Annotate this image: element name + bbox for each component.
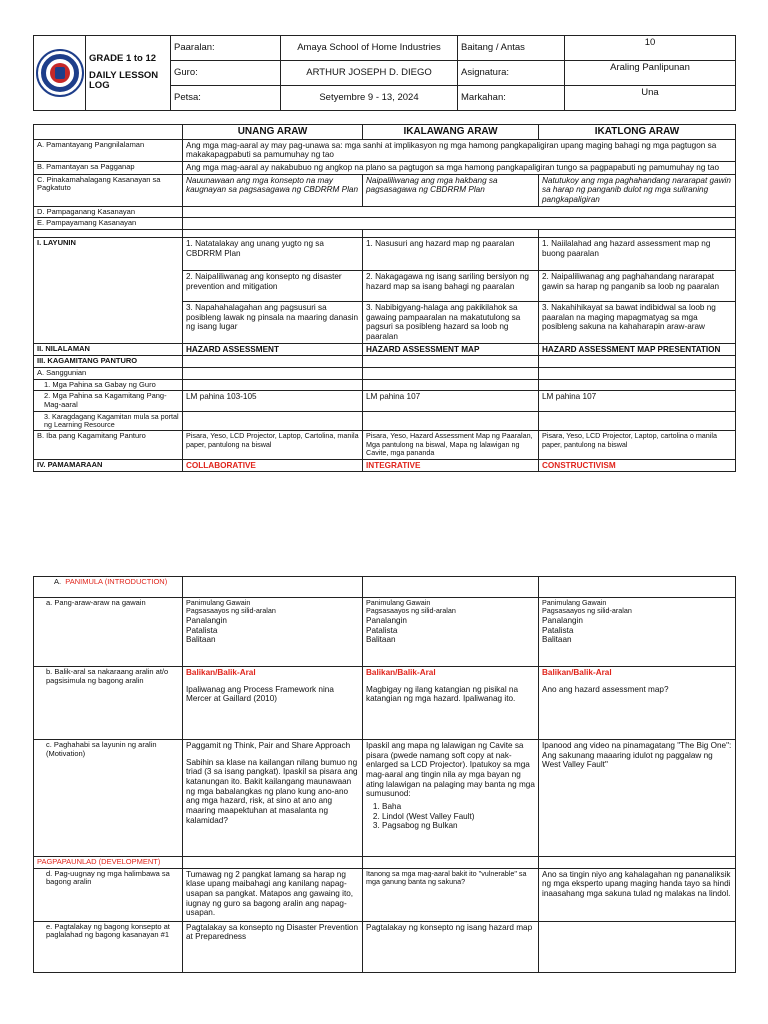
motivation-day-2: Ipaskil ang mapa ng lalawigan ng Cavite sa pisara (pwede namang soft copy at nak-enlarged sa LCD Projector). Ipatukoy sa mga mag-aaral ang tingin nila ay mga bayan ng ating lalawigan na palaging may banta ng mga sumusunod: 1. Baha 2. Lindol (West Valley Fault) 3. Pagsabog ng Bulkan: [363, 740, 539, 857]
teacher-value: ARTHUR JOSEPH D. DIEGO: [281, 61, 458, 86]
lr-portal-label: 3. Karagdagang Kagamitan mula sa portal ng Learning Resource: [34, 411, 183, 431]
objective-2-day-2: 2. Nakagagawa ng isang sariling bersiyon ng hazard map sa isang bahagi ng paaralan: [363, 271, 539, 302]
enrichment-skill-label: E. Pampayamang Kasanayan: [34, 218, 183, 230]
review-label: b. Balik-aral sa nakaraang aralin at/o pagsisimula ng bagong aralin: [34, 667, 183, 740]
day-2-header: IKALAWANG ARAW: [363, 125, 539, 140]
content-standard-label: A. Pamantayang Pangnilalaman: [34, 139, 183, 161]
learner-material-label: 2. Mga Pahina sa Kagamitang Pang- Mag-aaral: [34, 391, 183, 411]
learner-material-day-3: LM pahina 107: [539, 391, 736, 411]
motivation-day-1: Paggamit ng Think, Pair and Share Approach Sabihin sa klase na kailangan nilang bumuo ng triad (3 sa isang pangkat). Ipaskil sa pisara ang katanungan ito. Bakit kailangang maunawaan ng mga babalangkas ng plano kung ano-ano ang mga hazard, risk, at sino at ano ang maaring maapektuhan at masalanta ng kalamidad?: [183, 740, 363, 857]
day-1-header: UNANG ARAW: [183, 125, 363, 140]
new-concept-day-1: Pagtalakay sa konsepto ng Disaster Prevention at Preparedness: [183, 921, 363, 972]
logo-cell: [34, 36, 86, 111]
other-materials-day-1: Pisara, Yeso, LCD Projector, Laptop, Cartolina, manila paper, pantulong na biswal: [183, 431, 363, 459]
procedure-day-3: CONSTRUCTIVISM: [539, 459, 736, 472]
competency-day-1: Nauunawaan ang mga konsepto na may kaugnayan sa pagsasagawa ng CBDRRM Plan: [183, 174, 363, 206]
materials-label: III. KAGAMITANG PANTURO: [34, 356, 183, 368]
school-label: Paaralan:: [171, 36, 281, 61]
enabling-skill-label: D. Pampaganang Kasanayan: [34, 206, 183, 218]
content-label: II. NILALAMAN: [34, 343, 183, 356]
objective-3-day-2: 3. Nabibigyang-halaga ang pakikilahok sa gawaing pampaaralan na makatutulong sa pagsuri sa posibleng hazard sa loob ng paaralan: [363, 302, 539, 344]
quarter-value: Una: [565, 86, 736, 111]
content-day-3: HAZARD ASSESSMENT MAP PRESENTATION: [539, 343, 736, 356]
references-label: A. Sanggunian: [34, 368, 183, 380]
content-day-2: HAZARD ASSESSMENT MAP: [363, 343, 539, 356]
daily-routine-label: a. Pang-araw-araw na gawain: [34, 598, 183, 667]
content-standard-text: Ang mga mag-aaral ay may pag-unawa sa: mga sanhi at implikasyon ng mga hamong pangkapaligiran upang maging bahagi ng mga pagtugon sa makakapagpabuti sa pamumuhay ng tao: [183, 139, 736, 161]
other-materials-day-2: Pisara, Yeso, Hazard Assessment Map ng Paaralan, Mga pantulong na biswal, Mapa ng lalawigan ng Cavite, mga pananda: [363, 431, 539, 459]
deped-seal-icon: [36, 49, 84, 97]
grade-value: 10: [565, 36, 736, 61]
day-3-header: IKATLONG ARAW: [539, 125, 736, 140]
review-day-2: Balikan/Balik-Aral Magbigay ng ilang katangian ng pisikal na katangian ng mga hazard. Ipaliwanag ito.: [363, 667, 539, 740]
content-day-1: HAZARD ASSESSMENT: [183, 343, 363, 356]
relating-examples-label: d. Pag-uugnay ng mga halimbawa sa bagong aralin: [34, 868, 183, 921]
objective-1-day-3: 1. Naiilalahad ang hazard assessment map ng buong paaralan: [539, 238, 736, 271]
grade-label: Baitang / Antas: [458, 36, 565, 61]
procedure-day-2: INTEGRATIVE: [363, 459, 539, 472]
review-day-1: Balikan/Balik-Aral Ipaliwanag ang Process Framework nina Mercer at Gaillard (2010): [183, 667, 363, 740]
hazard-list: 1. Baha 2. Lindol (West Valley Fault) 3. Pagsabog ng Bulkan: [382, 802, 535, 831]
other-materials-label: B. Iba pang Kagamitang Panturo: [34, 431, 183, 459]
daily-routine-day-2: Panimulang Gawain Pagsasaayos ng silid-aralan Panalangin Patalista Balitaan: [363, 598, 539, 667]
objective-1-day-2: 1. Nasusuri ang hazard map ng paaralan: [363, 238, 539, 271]
performance-standard-label: B. Pamantayan sa Pagganap: [34, 162, 183, 175]
performance-standard-text: Ang mga mag-aaral ay nakabubuo ng angkop na plano sa pagtugon sa mga hamong pangkapaligiran tungo sa pagpapabuti ng pamumuhay ng tao: [183, 162, 736, 175]
teacher-label: Guro:: [171, 61, 281, 86]
competency-day-3: Natutukoy ang mga paghahandang nararapat gawin sa harap ng panganib dulot ng mga suliraning pangkapaligiran: [539, 174, 736, 206]
day-header-row: [34, 125, 736, 140]
daily-routine-day-3: Panimulang Gawain Pagsasaayos ng silid-aralan Panalangin Patalista Balitaan: [539, 598, 736, 667]
teacher-guide-label: 1. Mga Pahina sa Gabay ng Guro: [34, 379, 183, 391]
lesson-table-1: [33, 124, 736, 472]
review-day-3: Balikan/Balik-Aral Ano ang hazard assessment map?: [539, 667, 736, 740]
school-value: Amaya School of Home Industries: [281, 36, 458, 61]
new-concept-day-2: Pagtalakay ng konsepto ng isang hazard map: [363, 921, 539, 972]
learner-material-day-2: LM pahina 107: [363, 391, 539, 411]
development-label: PAGPAPAUNLAD (DEVELOPMENT): [34, 857, 183, 869]
other-materials-day-3: Pisara, Yeso, LCD Projector, Laptop, cartolina o manila paper, pantulong na biswal: [539, 431, 736, 459]
procedure-label: IV. PAMAMARAAN: [34, 459, 183, 472]
introduction-label: A. PANIMULA (INTRODUCTION): [34, 577, 183, 598]
subject-label: Asignatura:: [458, 61, 565, 86]
learner-material-day-1: LM pahina 103-105: [183, 391, 363, 411]
objective-3-day-3: 3. Nakahihikayat sa bawat indibidwal sa loob ng paaralan na maging mapagmatyag sa mga posibleng sakuna na kahaharapin araw-araw: [539, 302, 736, 344]
subject-value: Araling Panlipunan: [565, 61, 736, 86]
relating-examples-day-2: Itanong sa mga mag-aaral bakit ito "vulnerable" sa mga ganung banta ng sakuna?: [363, 868, 539, 921]
relating-examples-day-1: Tumawag ng 2 pangkat lamang sa harap ng klase upang maibahagi ang kanilang napag-usapan sa pangkat. Matapos ang gawaing ito, iugnay ng guro sa bagong aralin ang napag-usapan.: [183, 868, 363, 921]
date-label: Petsa:: [171, 86, 281, 111]
objective-2-day-1: 2. Naipaliliwanag ang konsepto ng disaster prevention and mitigation: [183, 271, 363, 302]
lesson-table-2: [33, 576, 736, 973]
motivation-day-3: Ipanood ang video na pinamagatang "The Big One": Ang sakunang maaaring idulot ng paggalaw ng West Valley Fault": [539, 740, 736, 857]
procedure-day-1: COLLABORATIVE: [183, 459, 363, 472]
competency-day-2: Naipaliliwanag ang mga hakbang sa pagsasagawa ng CBDRRM Plan: [363, 174, 539, 206]
relating-examples-day-3: Ano sa tingin niyo ang kahalagahan ng pananaliksik ng mga eksperto upang maging handa tayo sa hindi inaasahang mga sakuna tulad ng malakas na lindol.: [539, 868, 736, 921]
motivation-label: c. Paghahabi sa layunin ng aralin (Motivation): [34, 740, 183, 857]
competency-label: C. Pinakamahalagang Kasanayan sa Pagkatuto: [34, 174, 183, 206]
quarter-label: Markahan:: [458, 86, 565, 111]
objective-2-day-3: 2. Naipaliliwanag ang paghahandang nararapat gawin sa harap ng panganib sa loob ng paaralan: [539, 271, 736, 302]
header-table: [33, 35, 736, 111]
objective-1-day-1: 1. Natatalakay ang unang yugto ng sa CBDRRM Plan: [183, 238, 363, 271]
date-value: Setyembre 9 - 13, 2024: [281, 86, 458, 111]
new-concept-label: e. Pagtalakay ng bagong konsepto at paglalahad ng bagong kasanayan #1: [34, 921, 183, 972]
objective-3-day-1: 3. Napahahalagahan ang pagsusuri sa posibleng lawak ng pinsala na maaring danasin ng isang lugar: [183, 302, 363, 344]
daily-routine-day-1: Panimulang Gawain Pagsasaayos ng silid-aralan Panalangin Patalista Balitaan: [183, 598, 363, 667]
form-title: GRADE 1 to 12 DAILY LESSON LOG: [86, 36, 171, 111]
objectives-label: I. LAYUNIN: [34, 238, 183, 344]
